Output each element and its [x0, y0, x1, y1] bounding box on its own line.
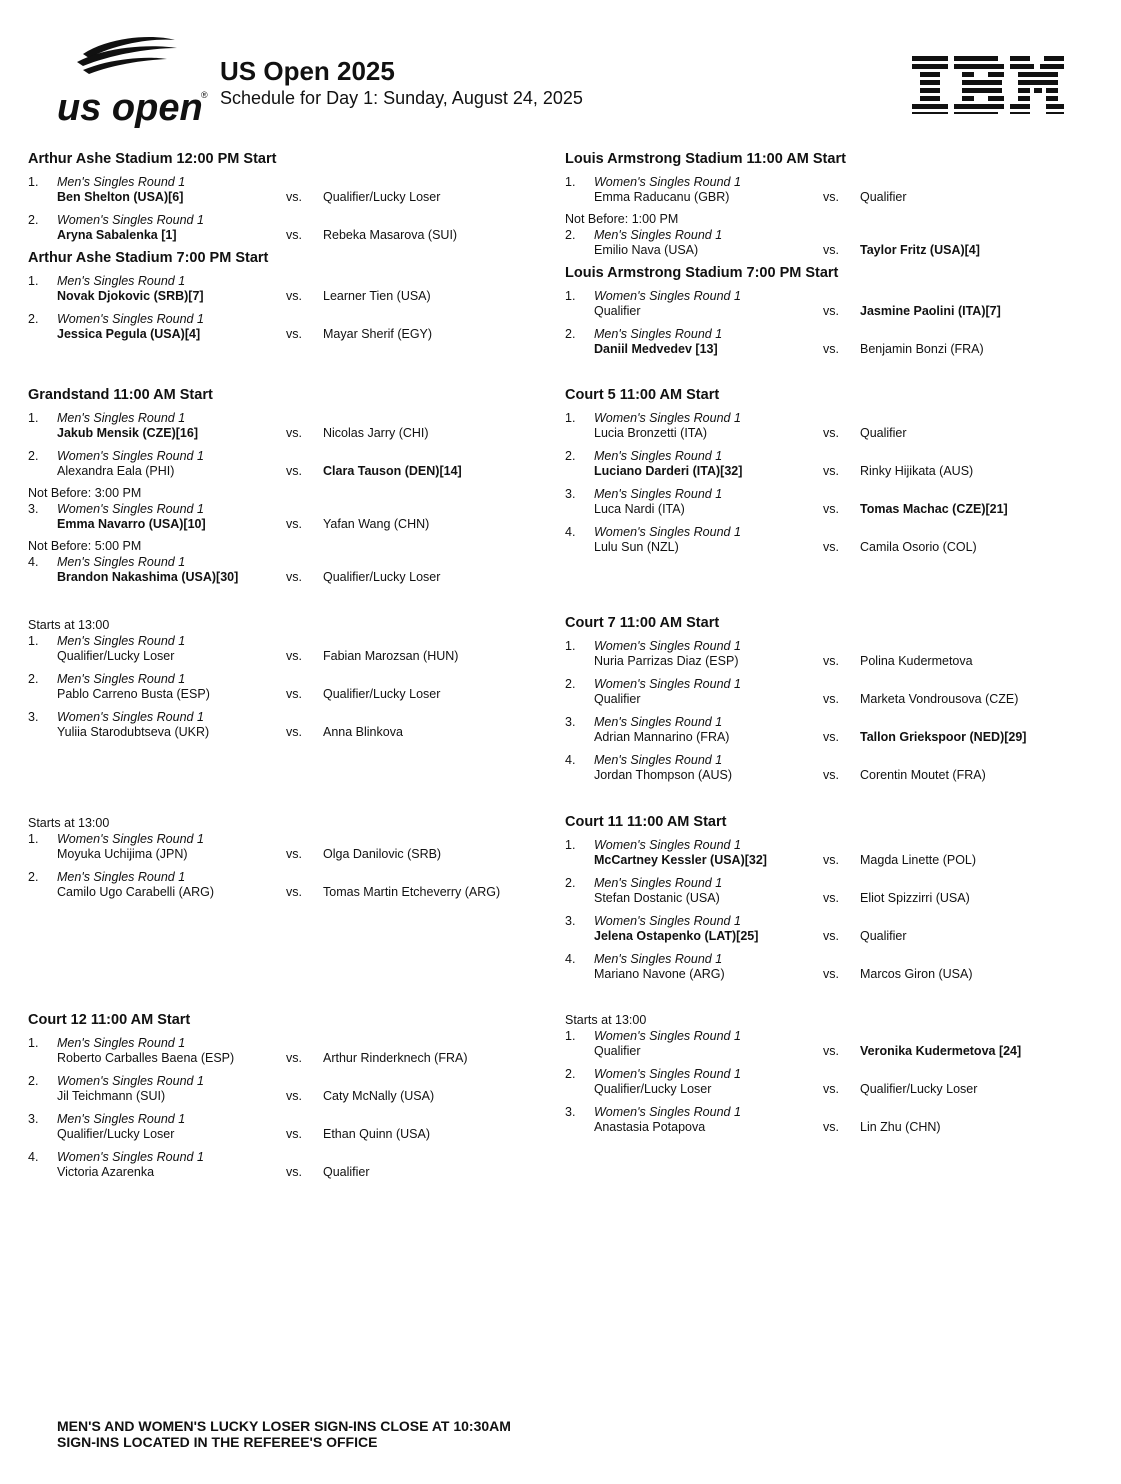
match-row	[565, 1066, 1095, 1104]
player-one: Jelena Ostapenko (LAT)[25]	[594, 929, 759, 943]
match-round: Women's Singles Round 1	[594, 1067, 741, 1081]
vs-label: vs.	[823, 464, 839, 478]
match-number: 2.	[28, 312, 39, 326]
match-round: Men's Singles Round 1	[57, 274, 186, 288]
match-row	[565, 676, 1095, 714]
vs-label: vs.	[823, 1044, 839, 1058]
court-block	[28, 249, 558, 349]
match-round: Women's Singles Round 1	[57, 502, 204, 516]
match-number: 3.	[28, 502, 39, 516]
player-two: Benjamin Bonzi (FRA)	[860, 342, 984, 356]
match-round: Women's Singles Round 1	[594, 411, 741, 425]
match-row	[28, 1073, 558, 1111]
player-one: Victoria Azarenka	[57, 1165, 155, 1179]
court-heading: Louis Armstrong Stadium 11:00 AM Start	[565, 151, 846, 167]
match-round: Women's Singles Round 1	[594, 639, 741, 653]
match-row	[28, 1111, 558, 1149]
court-block	[565, 1012, 1095, 1142]
match-number: 4.	[565, 952, 576, 966]
player-one: Emma Navarro (USA)[10]	[57, 517, 206, 531]
player-two: Qualifier	[860, 426, 907, 440]
not-before-label: Not Before: 5:00 PM	[28, 539, 142, 553]
player-two: Qualifier/Lucky Loser	[323, 570, 441, 584]
player-one: Jessica Pegula (USA)[4]	[57, 327, 201, 341]
player-one: Jordan Thompson (AUS)	[594, 768, 733, 782]
ibm-logo-text: IBM	[910, 54, 912, 55]
not-before-label: Not Before: 3:00 PM	[28, 486, 142, 500]
match-row	[28, 554, 558, 592]
player-two: Qualifier	[860, 929, 907, 943]
match-number: 3.	[565, 1105, 576, 1119]
court-block	[565, 813, 1095, 989]
player-two: Learner Tien (USA)	[323, 289, 431, 303]
match-round: Men's Singles Round 1	[594, 952, 723, 966]
vs-label: vs.	[823, 891, 839, 905]
player-two: Qualifier/Lucky Loser	[323, 687, 441, 701]
player-one: Anastasia Potapova	[594, 1120, 706, 1134]
not-before-label: Not Before: 1:00 PM	[565, 212, 679, 226]
player-one: Jil Teichmann (SUI)	[57, 1089, 166, 1103]
player-two: Veronika Kudermetova [24]	[860, 1044, 1022, 1058]
player-two: Tomas Martin Etcheverry (ARG)	[323, 885, 501, 899]
match-number: 1.	[565, 838, 576, 852]
court-heading: Court 5 11:00 AM Start	[565, 387, 720, 403]
match-round: Women's Singles Round 1	[57, 710, 204, 724]
vs-label: vs.	[286, 327, 302, 341]
player-two: Qualifier	[860, 190, 907, 204]
player-one: Qualifier	[594, 692, 641, 706]
match-row	[565, 638, 1095, 676]
page-subtitle: Schedule for Day 1: Sunday, August 24, 2025	[220, 88, 583, 108]
match-number: 3.	[565, 715, 576, 729]
vs-label: vs.	[823, 426, 839, 440]
match-round: Women's Singles Round 1	[594, 1029, 741, 1043]
player-two: Ethan Quinn (USA)	[323, 1127, 430, 1141]
vs-label: vs.	[286, 885, 302, 899]
court-block	[28, 1011, 558, 1187]
court-block	[565, 264, 1095, 364]
match-number: 3.	[565, 914, 576, 928]
starts-at-label: Starts at 13:00	[28, 816, 110, 830]
match-round: Women's Singles Round 1	[594, 677, 741, 691]
player-two: Rebeka Masarova (SUI)	[323, 228, 458, 242]
match-number: 1.	[28, 175, 39, 189]
match-number: 1.	[28, 634, 39, 648]
vs-label: vs.	[286, 570, 302, 584]
vs-label: vs.	[286, 649, 302, 663]
court-heading: Arthur Ashe Stadium 12:00 PM Start	[28, 151, 277, 167]
match-round: Men's Singles Round 1	[594, 487, 723, 501]
court-heading: Court 12 11:00 AM Start	[28, 1012, 191, 1028]
player-two: Tallon Griekspoor (NED)[29]	[860, 730, 1027, 744]
player-two: Jasmine Paolini (ITA)[7]	[860, 304, 1001, 318]
svg-text:®: ®	[201, 90, 208, 100]
player-two: Tomas Machac (CZE)[21]	[860, 502, 1008, 516]
player-one: Ben Shelton (USA)[6]	[57, 190, 184, 204]
player-two: Olga Danilovic (SRB)	[323, 847, 442, 861]
player-one: Novak Djokovic (SRB)[7]	[57, 289, 204, 303]
match-round: Men's Singles Round 1	[594, 449, 723, 463]
match-row	[28, 212, 558, 250]
match-round: Men's Singles Round 1	[594, 876, 723, 890]
match-row	[28, 831, 558, 869]
match-number: 1.	[28, 411, 39, 425]
match-number: 1.	[28, 274, 39, 288]
match-row	[565, 875, 1095, 913]
match-row	[565, 951, 1095, 989]
match-row	[565, 524, 1095, 562]
match-row	[565, 1028, 1095, 1066]
court-block	[28, 150, 558, 250]
player-two: Clara Tauson (DEN)[14]	[323, 464, 462, 478]
player-two: Lin Zhu (CHN)	[860, 1120, 941, 1134]
player-two: Arthur Rinderknech (FRA)	[323, 1051, 468, 1065]
player-two: Qualifier/Lucky Loser	[323, 190, 441, 204]
player-one: Alexandra Eala (PHI)	[57, 464, 175, 478]
vs-label: vs.	[823, 929, 839, 943]
starts-at-label: Starts at 13:00	[565, 1013, 647, 1027]
match-round: Men's Singles Round 1	[57, 1112, 186, 1126]
match-row	[28, 1035, 558, 1073]
match-row	[28, 448, 558, 486]
player-one: Mariano Navone (ARG)	[594, 967, 725, 981]
match-round: Women's Singles Round 1	[57, 213, 204, 227]
vs-label: vs.	[823, 1120, 839, 1134]
player-two: Polina Kudermetova	[860, 654, 973, 668]
player-two: Qualifier/Lucky Loser	[860, 1082, 978, 1096]
match-round: Women's Singles Round 1	[594, 838, 741, 852]
player-two: Corentin Moutet (FRA)	[860, 768, 986, 782]
player-two: Taylor Fritz (USA)[4]	[860, 243, 980, 257]
match-round: Women's Singles Round 1	[57, 832, 204, 846]
match-row	[565, 913, 1095, 951]
match-row	[28, 273, 558, 311]
match-row	[28, 709, 558, 747]
page-header	[0, 0, 1121, 140]
vs-label: vs.	[823, 654, 839, 668]
match-round: Women's Singles Round 1	[57, 449, 204, 463]
match-number: 2.	[28, 870, 39, 884]
vs-label: vs.	[286, 426, 302, 440]
player-one: Pablo Carreno Busta (ESP)	[57, 687, 210, 701]
match-row	[28, 671, 558, 709]
match-round: Men's Singles Round 1	[57, 1036, 186, 1050]
player-one: Qualifier	[594, 304, 641, 318]
player-two: Eliot Spizzirri (USA)	[860, 891, 970, 905]
footer-line-2: SIGN-INS LOCATED IN THE REFEREE'S OFFICE	[57, 1434, 378, 1450]
match-number: 4.	[565, 753, 576, 767]
vs-label: vs.	[823, 304, 839, 318]
match-number: 2.	[28, 213, 39, 227]
page-title: US Open 2025	[220, 56, 395, 86]
match-round: Women's Singles Round 1	[594, 525, 741, 539]
vs-label: vs.	[286, 847, 302, 861]
player-one: Camilo Ugo Carabelli (ARG)	[57, 885, 214, 899]
court-heading: Court 7 11:00 AM Start	[565, 615, 720, 631]
court-heading: Arthur Ashe Stadium 7:00 PM Start	[28, 250, 269, 266]
match-number: 2.	[28, 672, 39, 686]
match-number: 2.	[565, 327, 576, 341]
match-row	[565, 448, 1095, 486]
vs-label: vs.	[823, 730, 839, 744]
match-number: 2.	[28, 1074, 39, 1088]
player-one: Aryna Sabalenka [1]	[57, 228, 177, 242]
vs-label: vs.	[823, 190, 839, 204]
match-row	[565, 288, 1095, 326]
vs-label: vs.	[286, 464, 302, 478]
player-one: Lulu Sun (NZL)	[594, 540, 679, 554]
player-one: Emilio Nava (USA)	[594, 243, 699, 257]
vs-label: vs.	[286, 1165, 302, 1179]
match-number: 1.	[565, 289, 576, 303]
match-number: 4.	[28, 1150, 39, 1164]
match-number: 1.	[565, 411, 576, 425]
match-round: Men's Singles Round 1	[57, 634, 186, 648]
match-round: Women's Singles Round 1	[57, 1150, 204, 1164]
player-one: Adrian Mannarino (FRA)	[594, 730, 730, 744]
player-two: Qualifier	[323, 1165, 370, 1179]
vs-label: vs.	[823, 692, 839, 706]
player-two: Marketa Vondrousova (CZE)	[860, 692, 1019, 706]
match-row	[565, 174, 1095, 212]
match-row	[565, 837, 1095, 875]
player-one: Roberto Carballes Baena (ESP)	[57, 1051, 235, 1065]
vs-label: vs.	[823, 243, 839, 257]
us-open-logo-text: us open	[57, 87, 203, 129]
match-row	[28, 1149, 558, 1187]
match-number: 2.	[565, 677, 576, 691]
footer-notice	[57, 1418, 511, 1450]
match-round: Men's Singles Round 1	[594, 228, 723, 242]
match-number: 3.	[28, 710, 39, 724]
match-row	[565, 410, 1095, 448]
vs-label: vs.	[286, 1127, 302, 1141]
vs-label: vs.	[286, 289, 302, 303]
match-round: Women's Singles Round 1	[57, 312, 204, 326]
player-one: Qualifier	[594, 1044, 641, 1058]
player-two: Camila Osorio (COL)	[860, 540, 977, 554]
match-row	[28, 311, 558, 349]
court-block	[28, 386, 558, 592]
match-row	[28, 869, 558, 907]
match-number: 1.	[565, 1029, 576, 1043]
match-row	[565, 1104, 1095, 1142]
vs-label: vs.	[286, 517, 302, 531]
match-round: Women's Singles Round 1	[594, 175, 741, 189]
match-number: 2.	[565, 228, 576, 242]
player-one: Yuliia Starodubtseva (UKR)	[57, 725, 210, 739]
match-number: 2.	[565, 876, 576, 890]
match-row	[28, 633, 558, 671]
vs-label: vs.	[823, 540, 839, 554]
vs-label: vs.	[823, 1082, 839, 1096]
match-row	[28, 410, 558, 448]
vs-label: vs.	[823, 768, 839, 782]
match-number: 2.	[565, 449, 576, 463]
match-number: 4.	[565, 525, 576, 539]
vs-label: vs.	[286, 228, 302, 242]
player-two: Nicolas Jarry (CHI)	[323, 426, 429, 440]
player-one: McCartney Kessler (USA)[32]	[594, 853, 767, 867]
match-round: Men's Singles Round 1	[594, 327, 723, 341]
match-row	[565, 486, 1095, 524]
match-number: 3.	[28, 1112, 39, 1126]
match-round: Women's Singles Round 1	[594, 289, 741, 303]
court-block	[565, 386, 1095, 562]
player-one: Qualifier/Lucky Loser	[57, 1127, 175, 1141]
match-number: 1.	[565, 639, 576, 653]
court-block	[28, 815, 558, 907]
match-round: Women's Singles Round 1	[594, 1105, 741, 1119]
player-two: Fabian Marozsan (HUN)	[323, 649, 459, 663]
match-row	[28, 174, 558, 212]
vs-label: vs.	[286, 687, 302, 701]
court-heading: Louis Armstrong Stadium 7:00 PM Start	[565, 265, 839, 281]
player-two: Marcos Giron (USA)	[860, 967, 973, 981]
player-one: Jakub Mensik (CZE)[16]	[57, 426, 199, 440]
match-number: 1.	[28, 832, 39, 846]
player-one: Daniil Medvedev [13]	[594, 342, 718, 356]
vs-label: vs.	[823, 967, 839, 981]
vs-label: vs.	[286, 1051, 302, 1065]
match-number: 3.	[565, 487, 576, 501]
match-number: 1.	[28, 1036, 39, 1050]
match-round: Men's Singles Round 1	[57, 175, 186, 189]
player-two: Yafan Wang (CHN)	[323, 517, 430, 531]
match-number: 1.	[565, 175, 576, 189]
match-round: Men's Singles Round 1	[57, 555, 186, 569]
player-one: Nuria Parrizas Diaz (ESP)	[594, 654, 739, 668]
player-one: Luciano Darderi (ITA)[32]	[594, 464, 743, 478]
player-one: Luca Nardi (ITA)	[594, 502, 685, 516]
match-row	[565, 714, 1095, 752]
vs-label: vs.	[286, 725, 302, 739]
player-one: Brandon Nakashima (USA)[30]	[57, 570, 239, 584]
match-row	[28, 501, 558, 539]
match-number: 4.	[28, 555, 39, 569]
player-two: Caty McNally (USA)	[323, 1089, 435, 1103]
player-one: Moyuka Uchijima (JPN)	[57, 847, 188, 861]
player-one: Emma Raducanu (GBR)	[594, 190, 730, 204]
starts-at-label: Starts at 13:00	[28, 618, 110, 632]
match-row	[565, 227, 1095, 265]
match-round: Men's Singles Round 1	[594, 753, 723, 767]
match-round: Women's Singles Round 1	[57, 1074, 204, 1088]
player-one: Stefan Dostanic (USA)	[594, 891, 720, 905]
vs-label: vs.	[286, 1089, 302, 1103]
vs-label: vs.	[823, 502, 839, 516]
match-round: Men's Singles Round 1	[594, 715, 723, 729]
player-two: Mayar Sherif (EGY)	[323, 327, 433, 341]
court-heading: Court 11 11:00 AM Start	[565, 814, 727, 830]
vs-label: vs.	[823, 853, 839, 867]
player-one: Qualifier/Lucky Loser	[57, 649, 175, 663]
vs-label: vs.	[286, 190, 302, 204]
player-two: Rinky Hijikata (AUS)	[860, 464, 974, 478]
player-one: Qualifier/Lucky Loser	[594, 1082, 712, 1096]
court-block	[565, 614, 1095, 790]
match-row	[565, 752, 1095, 790]
court-heading: Grandstand 11:00 AM Start	[28, 387, 213, 403]
match-round: Men's Singles Round 1	[57, 672, 186, 686]
vs-label: vs.	[823, 342, 839, 356]
match-number: 2.	[565, 1067, 576, 1081]
match-round: Men's Singles Round 1	[57, 411, 186, 425]
court-block	[28, 617, 558, 747]
match-number: 2.	[28, 449, 39, 463]
player-two: Magda Linette (POL)	[860, 853, 977, 867]
match-round: Women's Singles Round 1	[594, 914, 741, 928]
footer-line-1: MEN'S AND WOMEN'S LUCKY LOSER SIGN-INS CLOSE AT 10:30AM	[57, 1418, 511, 1434]
ibm-logo	[910, 54, 1068, 114]
us-open-logo	[55, 32, 215, 130]
match-round: Men's Singles Round 1	[57, 870, 186, 884]
player-one: Lucia Bronzetti (ITA)	[594, 426, 708, 440]
court-block	[565, 150, 1095, 265]
player-two: Anna Blinkova	[323, 725, 403, 739]
match-row	[565, 326, 1095, 364]
